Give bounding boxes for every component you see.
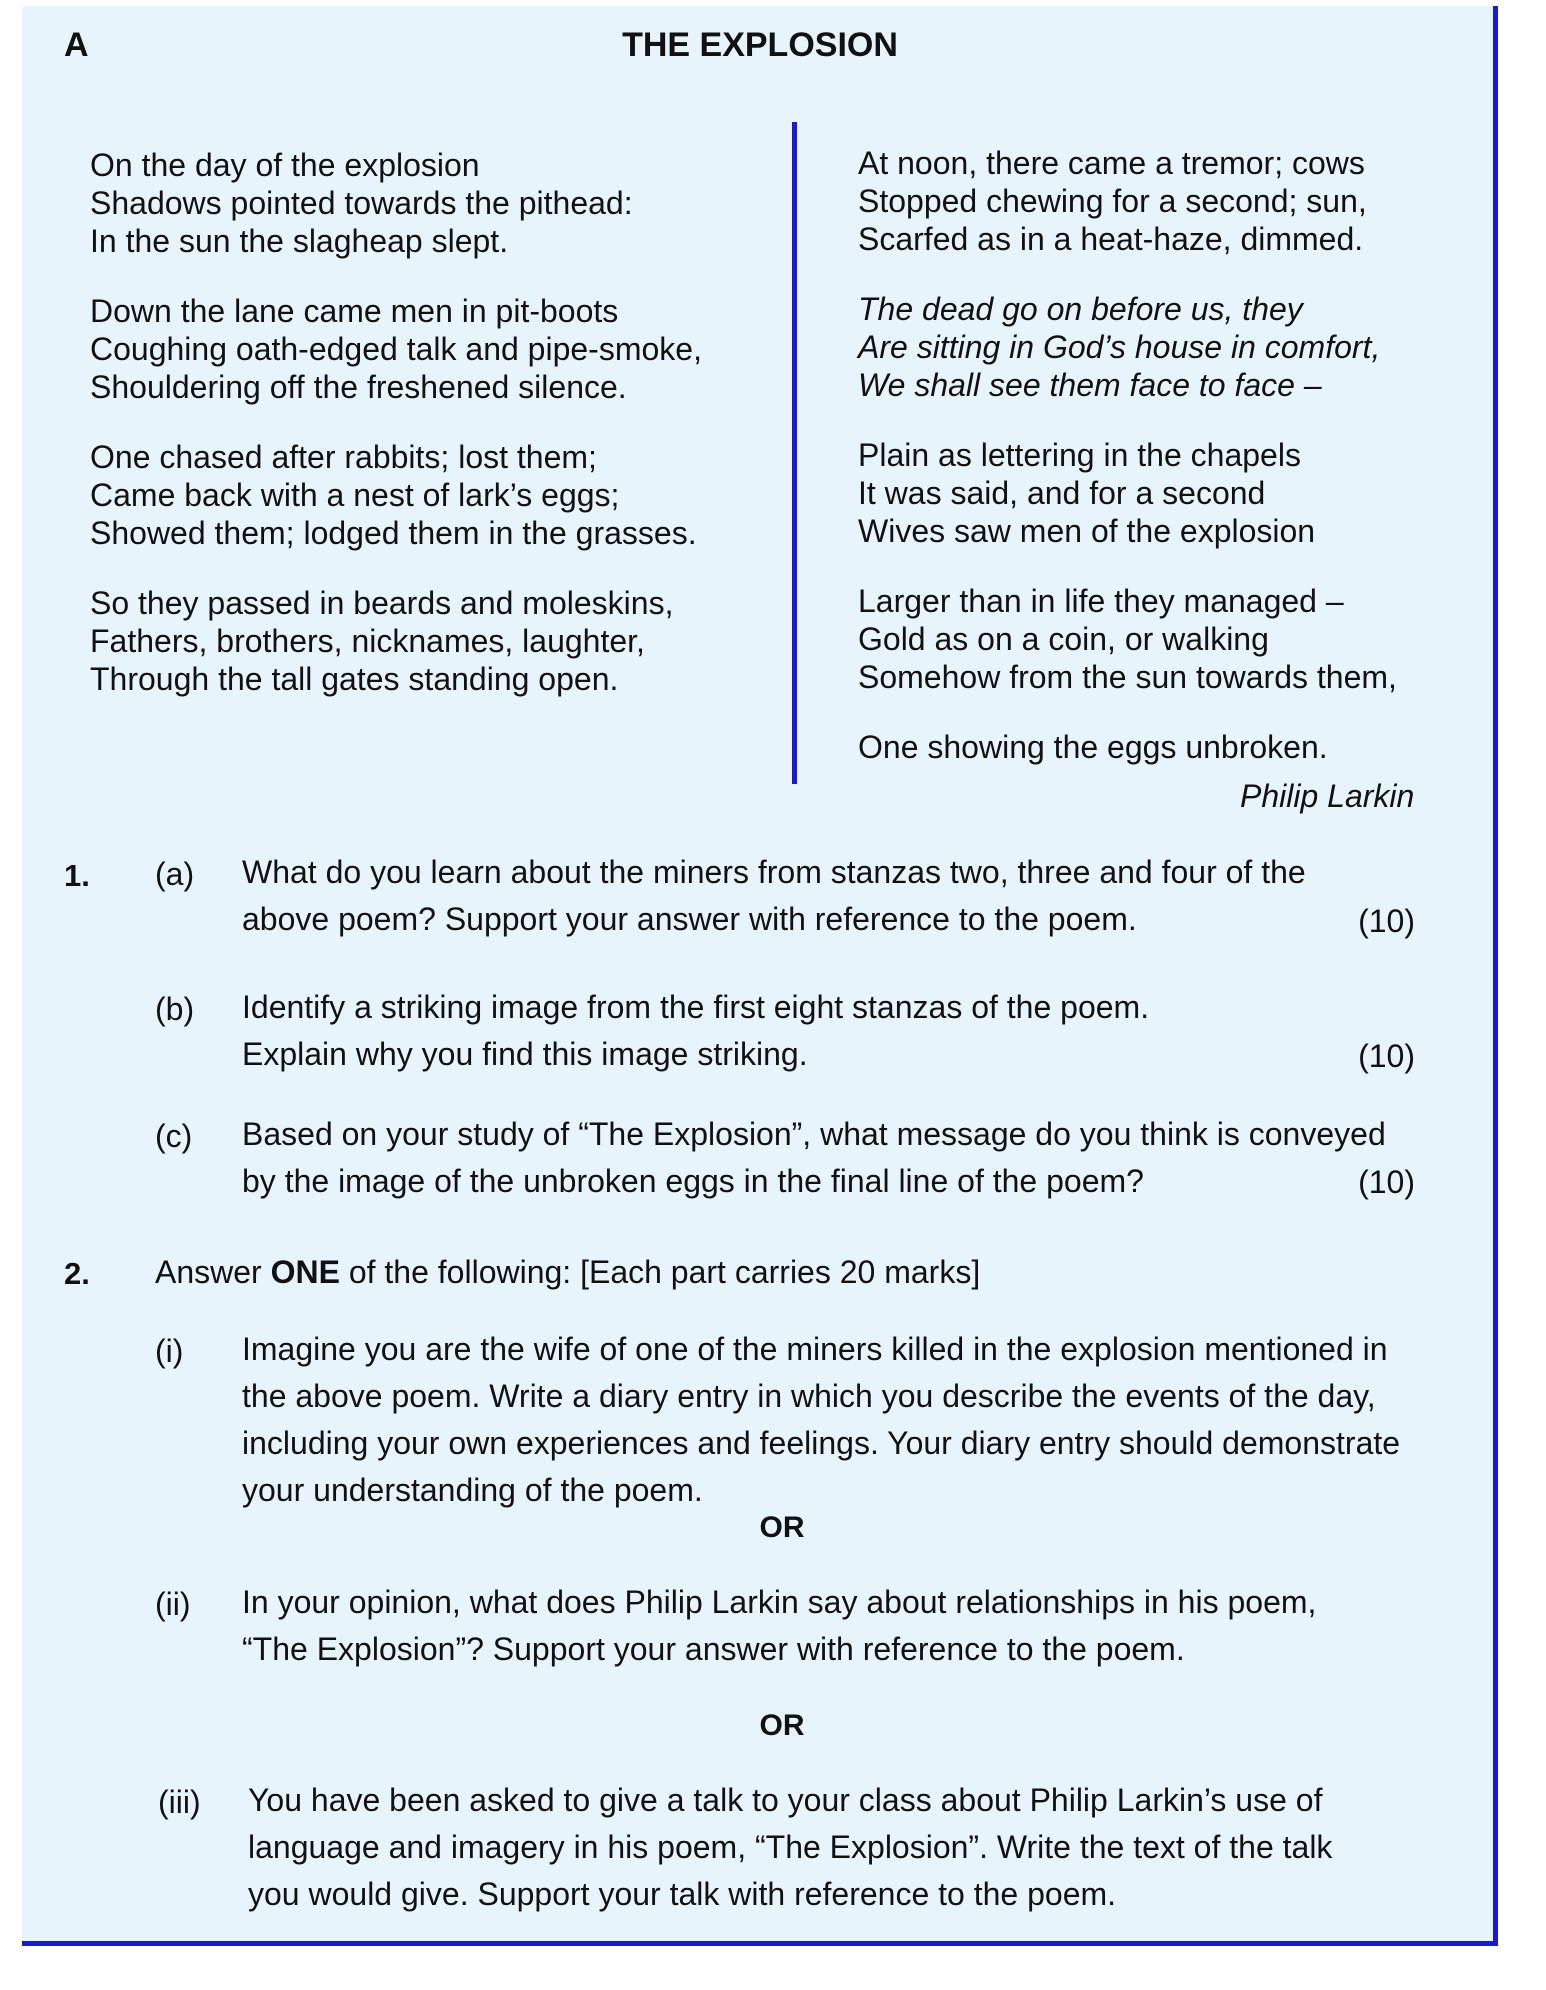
stanza — [90, 584, 780, 698]
poem-title: THE EXPLOSION — [622, 26, 898, 64]
question-line: Based on your study of “The Explosion”, what message do you think is conveyed — [242, 1116, 1386, 1152]
poem-line: Came back with a nest of lark’s eggs; — [90, 477, 620, 513]
or-separator: OR — [759, 1511, 805, 1544]
instruction-emphasis: ONE — [270, 1254, 340, 1290]
option-line: your understanding of the poem. — [242, 1472, 703, 1508]
poem-line: Gold as on a coin, or walking — [858, 621, 1269, 657]
question-part-text — [242, 849, 1502, 943]
option-line: You have been asked to give a talk to your class about Philip Larkin’s use of — [248, 1782, 1323, 1818]
marks-label: (10) — [1358, 903, 1415, 939]
poem-line: Shouldering off the freshened silence. — [90, 369, 627, 405]
poem-line: It was said, and for a second — [858, 475, 1266, 511]
question-line: Identify a striking image from the first eight stanzas of the poem. — [242, 989, 1150, 1025]
option-text — [242, 1579, 1502, 1673]
question-part-label: (b) — [155, 991, 195, 1027]
poem-line: On the day of the explosion — [90, 147, 480, 183]
poem-line: Somehow from the sun towards them, — [858, 659, 1397, 695]
option-line: In your opinion, what does Philip Larkin say about relationships in his poem, — [242, 1584, 1317, 1620]
question-line: Explain why you find this image striking. — [242, 1036, 808, 1072]
poem-line: Down the lane came men in pit-boots — [90, 293, 619, 329]
or-separator: OR — [759, 1709, 805, 1742]
poem-line: In the sun the slagheap slept. — [90, 223, 509, 259]
poem-line: So they passed in beards and moleskins, — [90, 585, 674, 621]
section-letter: A — [64, 26, 89, 64]
option-label: (iii) — [158, 1784, 201, 1820]
option-label: (i) — [155, 1333, 184, 1369]
question-line: What do you learn about the miners from stanzas two, three and four of the — [242, 854, 1306, 890]
marks-label: (10) — [1358, 1164, 1415, 1200]
poem-line: Stopped chewing for a second; sun, — [858, 183, 1367, 219]
column-divider — [792, 122, 797, 784]
instruction-text: of the following: [Each part carries 20 marks] — [339, 1254, 981, 1290]
exam-panel — [22, 6, 1498, 1946]
poem-left-column — [90, 146, 780, 730]
poem-line: Fathers, brothers, nicknames, laughter, — [90, 623, 645, 659]
stanza — [90, 146, 780, 260]
option-text — [242, 1326, 1502, 1514]
poem-line: Larger than in life they managed – — [858, 583, 1344, 619]
stanza — [858, 436, 1498, 550]
poem-line: The dead go on before us, they — [858, 291, 1303, 327]
option-line: including your own experiences and feelings. Your diary entry should demonstrate — [242, 1425, 1401, 1461]
question-number: 1. — [64, 858, 90, 893]
stanza — [858, 728, 1498, 766]
stanza — [90, 438, 780, 552]
question-part-label: (c) — [155, 1118, 193, 1154]
question-line: by the image of the unbroken eggs in the final line of the poem? — [242, 1163, 1144, 1199]
question-line: above poem? Support your answer with reference to the poem. — [242, 901, 1137, 937]
poem-line: Coughing oath-edged talk and pipe-smoke, — [90, 331, 702, 367]
poem-author: Philip Larkin — [1240, 778, 1415, 814]
stanza-italic — [858, 290, 1498, 404]
question-part-label: (a) — [155, 856, 195, 892]
stanza — [858, 144, 1498, 258]
stanza — [858, 582, 1498, 696]
poem-line: We shall see them face to face – — [858, 367, 1322, 403]
question-number: 2. — [64, 1256, 90, 1291]
poem-line: One chased after rabbits; lost them; — [90, 439, 597, 475]
poem-right-column — [858, 144, 1498, 798]
option-line: “The Explosion”? Support your answer with reference to the poem. — [242, 1631, 1185, 1667]
stanza — [90, 292, 780, 406]
option-line: you would give. Support your talk with reference to the poem. — [248, 1876, 1117, 1912]
option-line: Imagine you are the wife of one of the miners killed in the explosion mentioned in — [242, 1331, 1388, 1367]
poem-line: At noon, there came a tremor; cows — [858, 145, 1365, 181]
instruction-text: Answer — [155, 1254, 271, 1290]
question-part-text — [242, 984, 1502, 1078]
poem-line: Showed them; lodged them in the grasses. — [90, 515, 697, 551]
option-text — [248, 1777, 1508, 1918]
poem-line: Plain as lettering in the chapels — [858, 437, 1301, 473]
marks-label: (10) — [1358, 1038, 1415, 1074]
poem-line: Scarfed as in a heat-haze, dimmed. — [858, 221, 1364, 257]
poem-line: Are sitting in God’s house in comfort, — [858, 329, 1381, 365]
question-instruction — [155, 1254, 980, 1291]
poem-line: Through the tall gates standing open. — [90, 661, 619, 697]
question-part-text — [242, 1111, 1502, 1205]
option-line: language and imagery in his poem, “The Explosion”. Write the text of the talk — [248, 1829, 1333, 1865]
option-label: (ii) — [155, 1586, 191, 1622]
poem-line: One showing the eggs unbroken. — [858, 729, 1328, 765]
poem-line: Shadows pointed towards the pithead: — [90, 185, 633, 221]
option-line: the above poem. Write a diary entry in which you describe the events of the day, — [242, 1378, 1376, 1414]
poem-line: Wives saw men of the explosion — [858, 513, 1316, 549]
